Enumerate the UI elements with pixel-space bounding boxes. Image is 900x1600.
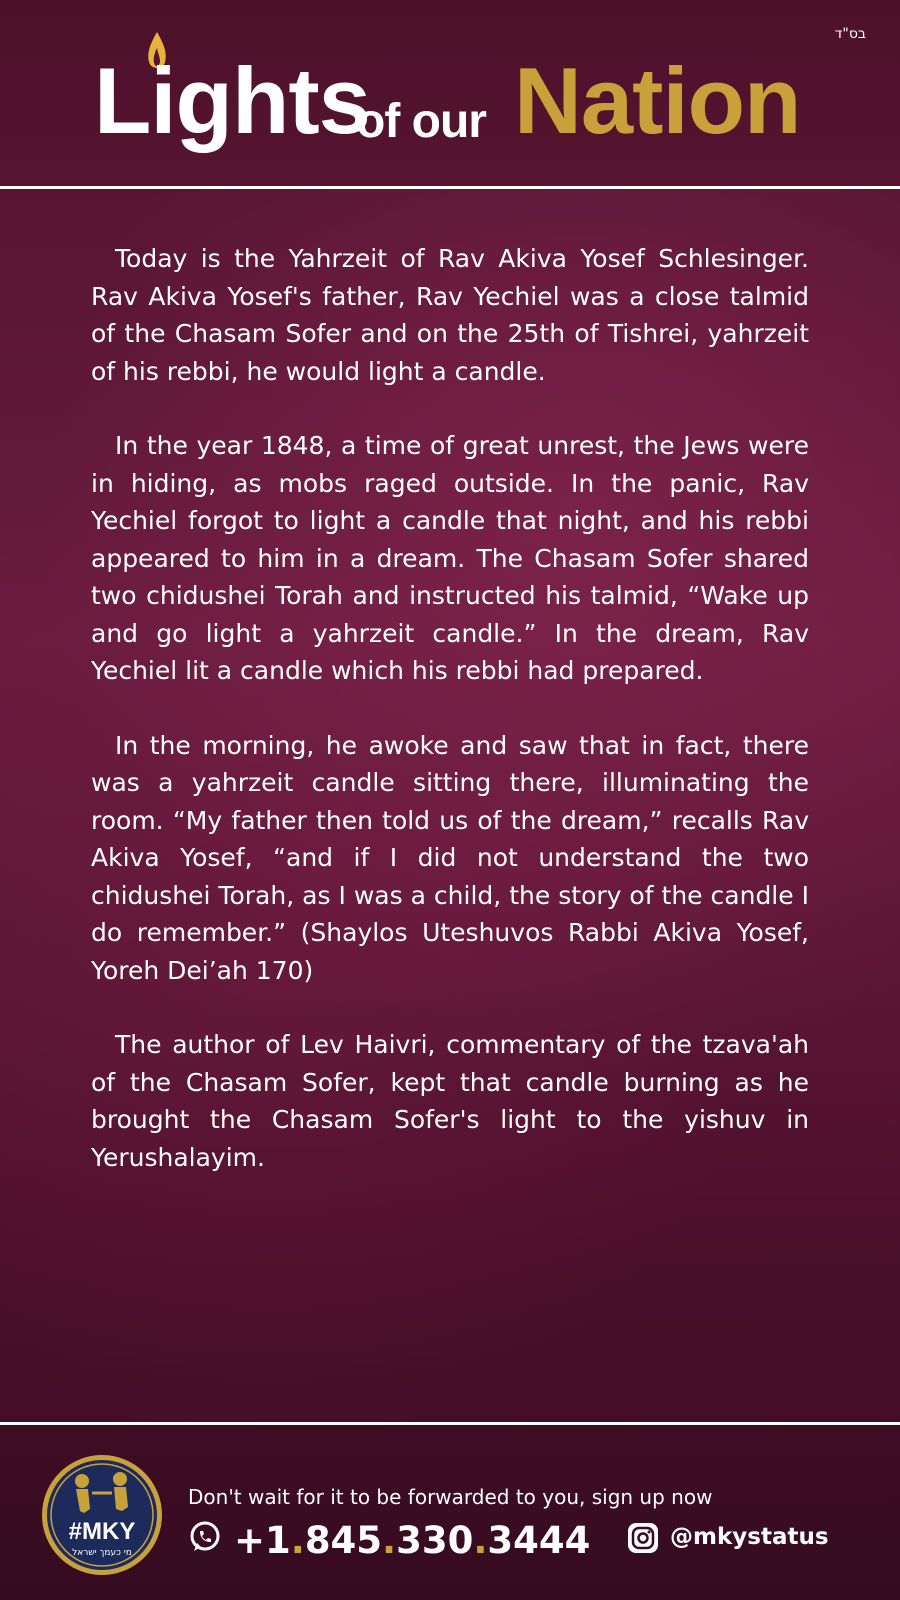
phone-separator: . (382, 1519, 397, 1562)
paragraph: Today is the Yahrzeit of Rav Akiva Yosef Schlesinger. Rav Akiva Yosef's father, Rav Yechiel was a close talmid of the Chasam Sofer and on the 25th of Tishrei, yahrzeit of his rebbi, he would light a candle. (91, 244, 809, 386)
phone-separator: . (473, 1519, 488, 1562)
instagram-handle[interactable]: @mkystatus (670, 1524, 829, 1550)
mky-badge-logo (40, 1453, 164, 1577)
phone-part: +1 (234, 1519, 291, 1562)
logo-word-nation: Nation (514, 48, 801, 153)
phone-part: 845 (304, 1519, 383, 1562)
header (0, 0, 900, 186)
phone-separator: . (290, 1519, 305, 1562)
paragraph: In the morning, he awoke and saw that in fact, there was a yahrzeit candle sitting there, illuminating the room. “My father then told us of the dream,” recalls Rav Akiva Yosef, “and if I did not understand the two chidushei Torah, as I was a child, the story of the candle I do remember.” (Shaylos Uteshuvos Rabbi Akiva Yosef, Yoreh Dei’ah 170) (91, 730, 809, 985)
paragraph: The author of Lev Haivri, commentary of the tzava'ah of the Chasam Sofer, kept that candle burning as he brought the Chasam Sofer's light to the yishuv in Yerushalayim. (91, 1030, 809, 1172)
header-divider (0, 186, 900, 189)
phone-part: 3444 (487, 1519, 591, 1562)
signup-tagline: Don't wait for it to be forwarded to you, sign up now (188, 1485, 713, 1509)
logo (94, 30, 834, 180)
badge-title: #MKY (68, 1518, 136, 1545)
instagram-icon (627, 1522, 659, 1554)
phone-number[interactable] (234, 1519, 590, 1562)
bsd-mark: בס"ד (834, 26, 866, 42)
paragraph: In the year 1848, a time of great unrest, the Jews were in hiding, as mobs raged outside. In the panic, Rav Yechiel forgot to light a candle that night, and his rebbi appeared to him in a dream. The Chasam Sofer shared two chidushei Torah and instructed his talmid, “Wake up and go light a yahrzeit candle.” In the dream, Rav Yechiel lit a candle which his rebbi had prepared. (91, 431, 809, 685)
badge-subtitle: מי כעמך ישראל (72, 1548, 132, 1558)
logo-word-lights: Lights (94, 48, 370, 153)
whatsapp-icon (188, 1520, 222, 1554)
footer (0, 1425, 900, 1600)
phone-part: 330 (396, 1519, 474, 1562)
logo-word-of-our: of our (356, 95, 486, 148)
article-body (91, 240, 809, 1176)
